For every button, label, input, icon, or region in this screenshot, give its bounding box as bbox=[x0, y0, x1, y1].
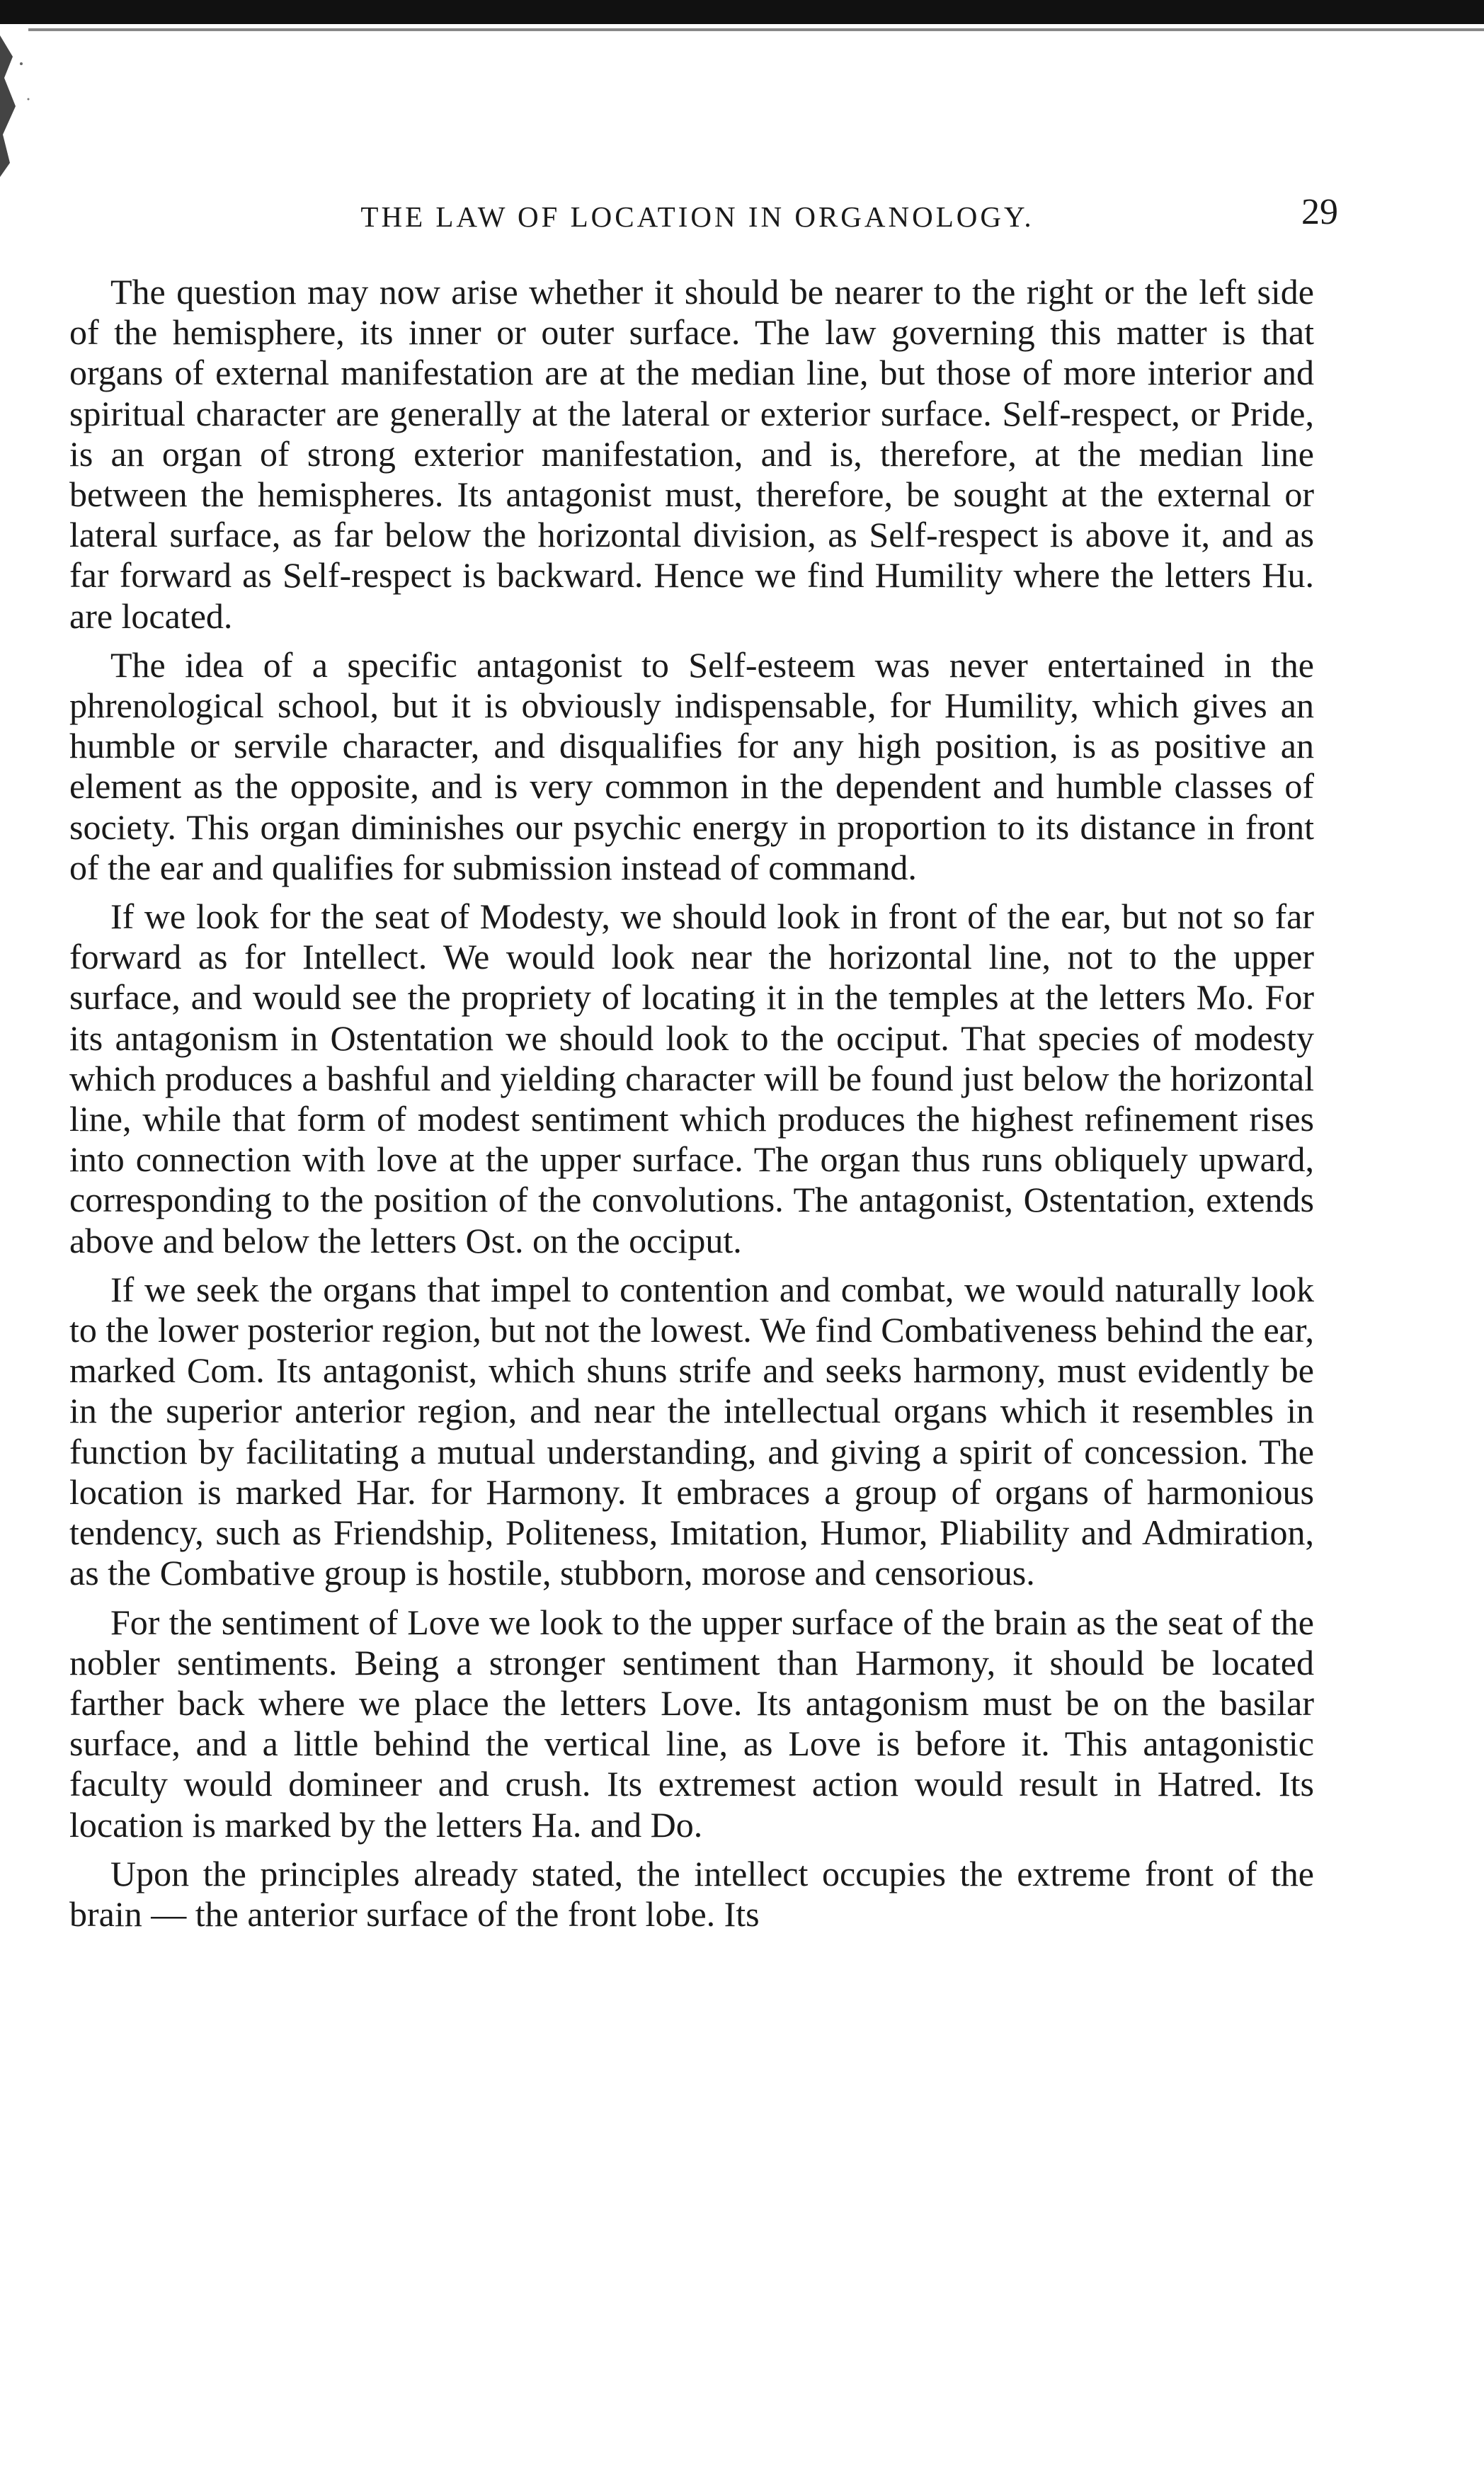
scan-edge-artifact bbox=[0, 14, 64, 177]
paragraph: If we seek the organs that impel to contention and combat, we would naturally look to the lower posterior region, but not the lowest. We find Combativeness behind the ear, marked Com. Its antagonist, which shuns strife and seeks harmony, must evidently be in the superior anterior region, and near the intellectual organs which it resembles in function by facilitating a mutual understanding, and giving a spirit of concession. The location is marked Har. for Harmony. It embraces a group of organs of harmonious tendency, such as Friendship, Politeness, Imitation, Humor, Pliability and Admiration, as the Combative group is hostile, stubborn, morose and censorious. bbox=[69, 1269, 1314, 1593]
paragraph: The question may now arise whether it should be nearer to the right or the left side of the hemisphere, its inner or outer surface. The law governing this matter is that organs of external manifestation are at the median line, but those of more interior and spiritual character are generally at the lateral or exterior surface. Self-respect, or Pride, is an organ of strong exterior manifestation, and is, therefore, at the median line between the hemispheres. Its antagonist must, therefore, be sought at the external or lateral surface, as far below the horizontal division, as Self-respect is above it, and as far forward as Self-respect is backward. Hence we find Humility where the letters Hu. are located. bbox=[69, 272, 1314, 636]
body-text bbox=[69, 272, 1314, 1943]
paragraph: If we look for the seat of Modesty, we should look in front of the ear, but not so far forward as for Intellect. We would look near the horizontal line, not to the upper surface, and would see the propriety of locating it in the temples at the letters Mo. For its antagonism in Ostentation we should look to the occiput. That species of modesty which produces a bashful and yielding character will be found just below the horizontal line, while that form of modest sentiment which produces the highest refinement rises into connection with love at the upper surface. The organ thus runs obliquely upward, corresponding to the position of the convolutions. The antagonist, Ostentation, extends above and below the letters Ost. on the occiput. bbox=[69, 896, 1314, 1260]
page-header bbox=[71, 191, 1338, 248]
running-title: THE LAW OF LOCATION IN ORGANOLOGY. bbox=[360, 200, 1034, 233]
top-scan-line bbox=[28, 28, 1484, 31]
paragraph: For the sentiment of Love we look to the upper surface of the brain as the seat of the nobler sentiments. Being a stronger sentiment than Harmony, it should be located farther back where we place the letters Love. Its antagonism must be on the basilar surface, and a little behind the vertical line, as Love is before it. This antagonistic faculty would domineer and crush. Its extremest action would result in Hatred. Its location is marked by the letters Ha. and Do. bbox=[69, 1602, 1314, 1845]
top-scan-border bbox=[0, 0, 1484, 24]
paragraph: The idea of a specific antagonist to Self-esteem was never entertained in the phrenological school, but it is obviously indispensable, for Humility, which gives an humble or servile character, and disqualifies for any high position, is as positive an element as the opposite, and is very common in the dependent and humble classes of society. This organ diminishes our psychic energy in proportion to its distance in front of the ear and qualifies for submission instead of command. bbox=[69, 644, 1314, 887]
page-number: 29 bbox=[1301, 192, 1338, 232]
paragraph: Upon the principles already stated, the intellect occupies the extreme front of the brain — the anterior surface of the front lobe. Its bbox=[69, 1853, 1314, 1934]
